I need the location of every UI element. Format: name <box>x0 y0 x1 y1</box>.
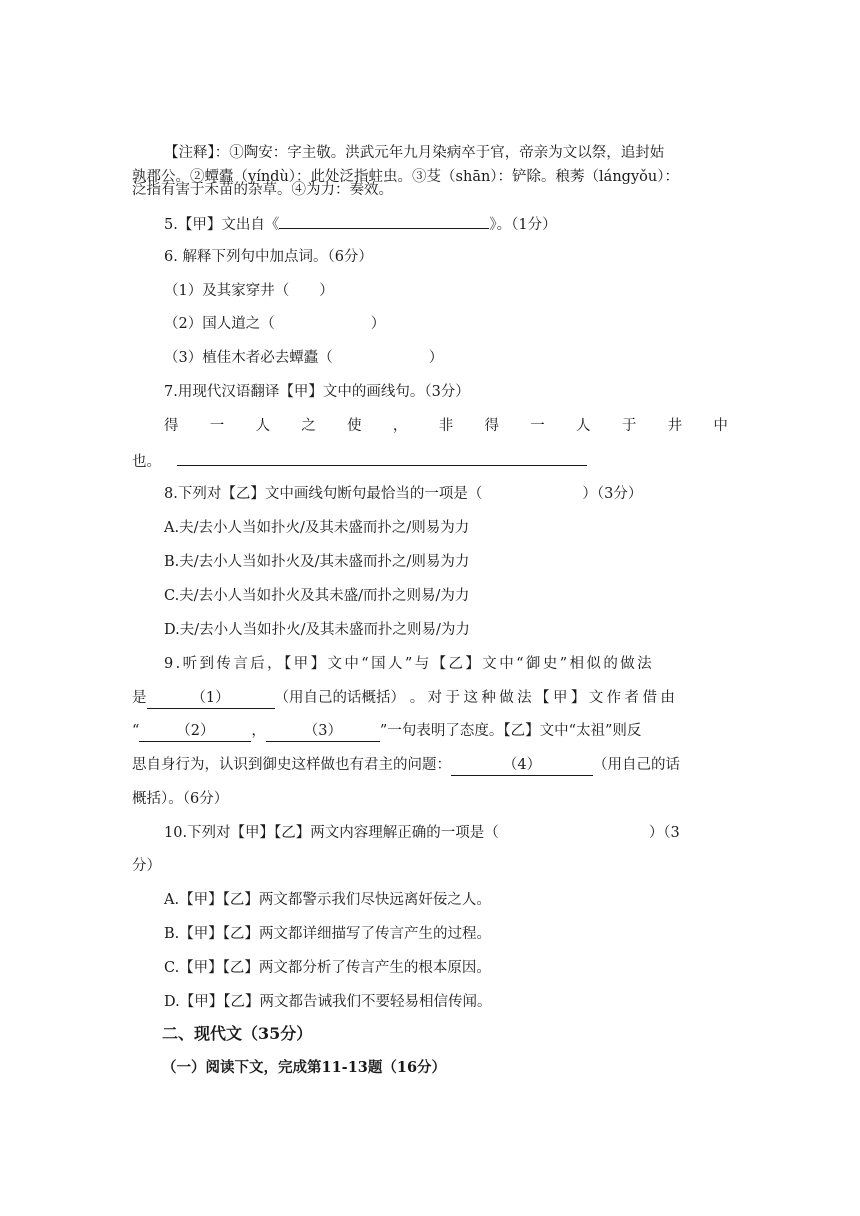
q9-text: “ <box>132 723 140 739</box>
question-6-stem: 6. 解释下列句中加点词。（6分） <box>164 249 373 265</box>
q5-answer-blank[interactable] <box>279 213 489 229</box>
q9-text: （用自己的话概括） <box>274 690 398 706</box>
q6-item-3-close: ） <box>428 350 444 366</box>
question-9-line-3 <box>132 721 728 742</box>
question-5 <box>164 213 728 235</box>
question-9-line-5: 概括）。（6分） <box>132 791 229 807</box>
q7-char: 得 <box>484 418 499 434</box>
q9-text: （用自己的话 <box>593 757 680 773</box>
q7-char: 井 <box>667 418 683 434</box>
question-10-stem-end: 分） <box>132 858 161 874</box>
question-7-stem: 7.用现代汉语翻译【甲】文中的画线句。（3分） <box>164 384 470 400</box>
q8-option-c[interactable]: C.夫/去小人当如扑火及其未盛/而扑之则易/为力 <box>164 588 470 604</box>
q7-char: 使 <box>347 418 362 434</box>
q6-item-2-close: ） <box>370 316 386 332</box>
question-9-line-1: 9.听到传言后，【甲】文中“国人”与【乙】文中“御史”相似的做法 <box>164 656 655 672</box>
q10-option-d[interactable]: D.【甲】【乙】两文都告诫我们不要轻易相信传闻。 <box>164 994 492 1010</box>
q10-stem-after: ）（3 <box>648 825 680 841</box>
q7-sentence <box>164 416 728 436</box>
q7-char: 人 <box>255 418 271 434</box>
q10-option-b[interactable]: B.【甲】【乙】两文都详细描写了传言产生的过程。 <box>164 926 492 942</box>
q6-item-2-text: （2）国人道之（ <box>164 316 275 332</box>
q6-item-1 <box>164 281 728 301</box>
q9-blank-4[interactable]: （4） <box>451 755 593 776</box>
q7-char: 一 <box>209 418 225 434</box>
q5-text-before: 5.【甲】文出自《 <box>164 217 280 233</box>
question-9-line-4 <box>132 755 728 776</box>
q10-stem-before: 10.下列对【甲】【乙】两文内容理解正确的一项是（ <box>164 825 499 841</box>
q7-sentence-end: 也。 <box>132 454 161 470</box>
q7-char: 中 <box>713 418 728 434</box>
q9-text: ”一句表明了态度。【乙】文中“太祖”则反 <box>379 723 642 739</box>
q7-char: ， <box>392 418 408 434</box>
q10-option-a[interactable]: A.【甲】【乙】两文都警示我们尽快远离奸佞之人。 <box>164 892 491 908</box>
q7-char: 非 <box>438 418 454 434</box>
note-line-3: 泛指有害于禾苗的杂草。④为力：奏效。 <box>132 182 393 198</box>
q7-char: 得 <box>164 418 179 434</box>
q6-item-1-text: （1）及其家穿井（ <box>164 283 290 299</box>
question-10-stem <box>164 823 728 843</box>
q7-char: 于 <box>621 418 637 434</box>
q7-char: 之 <box>301 418 316 434</box>
section-2-subheading: （一）阅读下文，完成第11-13题（16分） <box>162 1059 447 1076</box>
q6-item-2 <box>164 314 728 334</box>
q9-text: 思自身行为，认识到御史这样做也有君主的问题： <box>132 757 451 773</box>
q9-text: 是 <box>132 690 147 706</box>
note-line-2: 孰郡公。②蟫蠹（yíndù）：此处泛指蛀虫。③芟（shān）：铲除。稂莠（lángyǒu）： <box>132 169 679 185</box>
q8-option-d[interactable]: D.夫/去小人当如扑火/及其未盛而扑之则易/为力 <box>164 622 470 638</box>
q6-item-3 <box>164 348 728 368</box>
q9-blank-3[interactable]: （3） <box>266 721 380 742</box>
section-2-heading: 二、现代文（35分） <box>162 1024 313 1043</box>
note-line-1: 【注释】：①陶安：字主敬。洪武元年九月染病卒于官，帝亲为文以祭，追封姑 <box>164 145 665 161</box>
q6-item-1-close: ） <box>319 283 334 299</box>
q8-option-b[interactable]: B.夫/去小人当如扑火及/其未盛而扑之/则易为力 <box>164 554 470 570</box>
q7-char: 一 <box>530 418 545 434</box>
q7-char: 人 <box>576 418 591 434</box>
q9-blank-2[interactable]: （2） <box>139 721 251 742</box>
question-8-stem <box>164 484 728 504</box>
q7-answer-blank[interactable] <box>177 450 587 466</box>
q9-text: 。对于这种做法【甲】文作者借由 <box>409 690 679 706</box>
q8-option-a[interactable]: A.夫/去小人当如扑火/及其未盛而扑之/则易为力 <box>164 520 470 536</box>
q8-stem-before: 8.下列对【乙】文中画线句断句最恰当的一项是（ <box>164 486 483 502</box>
q9-text: ， <box>251 723 266 739</box>
q6-item-3-text: （3）植佳木者必去蟫蠹（ <box>164 350 333 366</box>
question-9-line-2 <box>132 688 728 709</box>
q8-stem-after: ）（3分） <box>582 486 643 502</box>
q7-answer-line <box>132 450 728 472</box>
q5-text-after: 》。（1分） <box>489 217 557 233</box>
q10-option-c[interactable]: C.【甲】【乙】两文都分析了传言产生的根本原因。 <box>164 960 491 976</box>
q9-blank-1[interactable]: （1） <box>147 688 275 709</box>
